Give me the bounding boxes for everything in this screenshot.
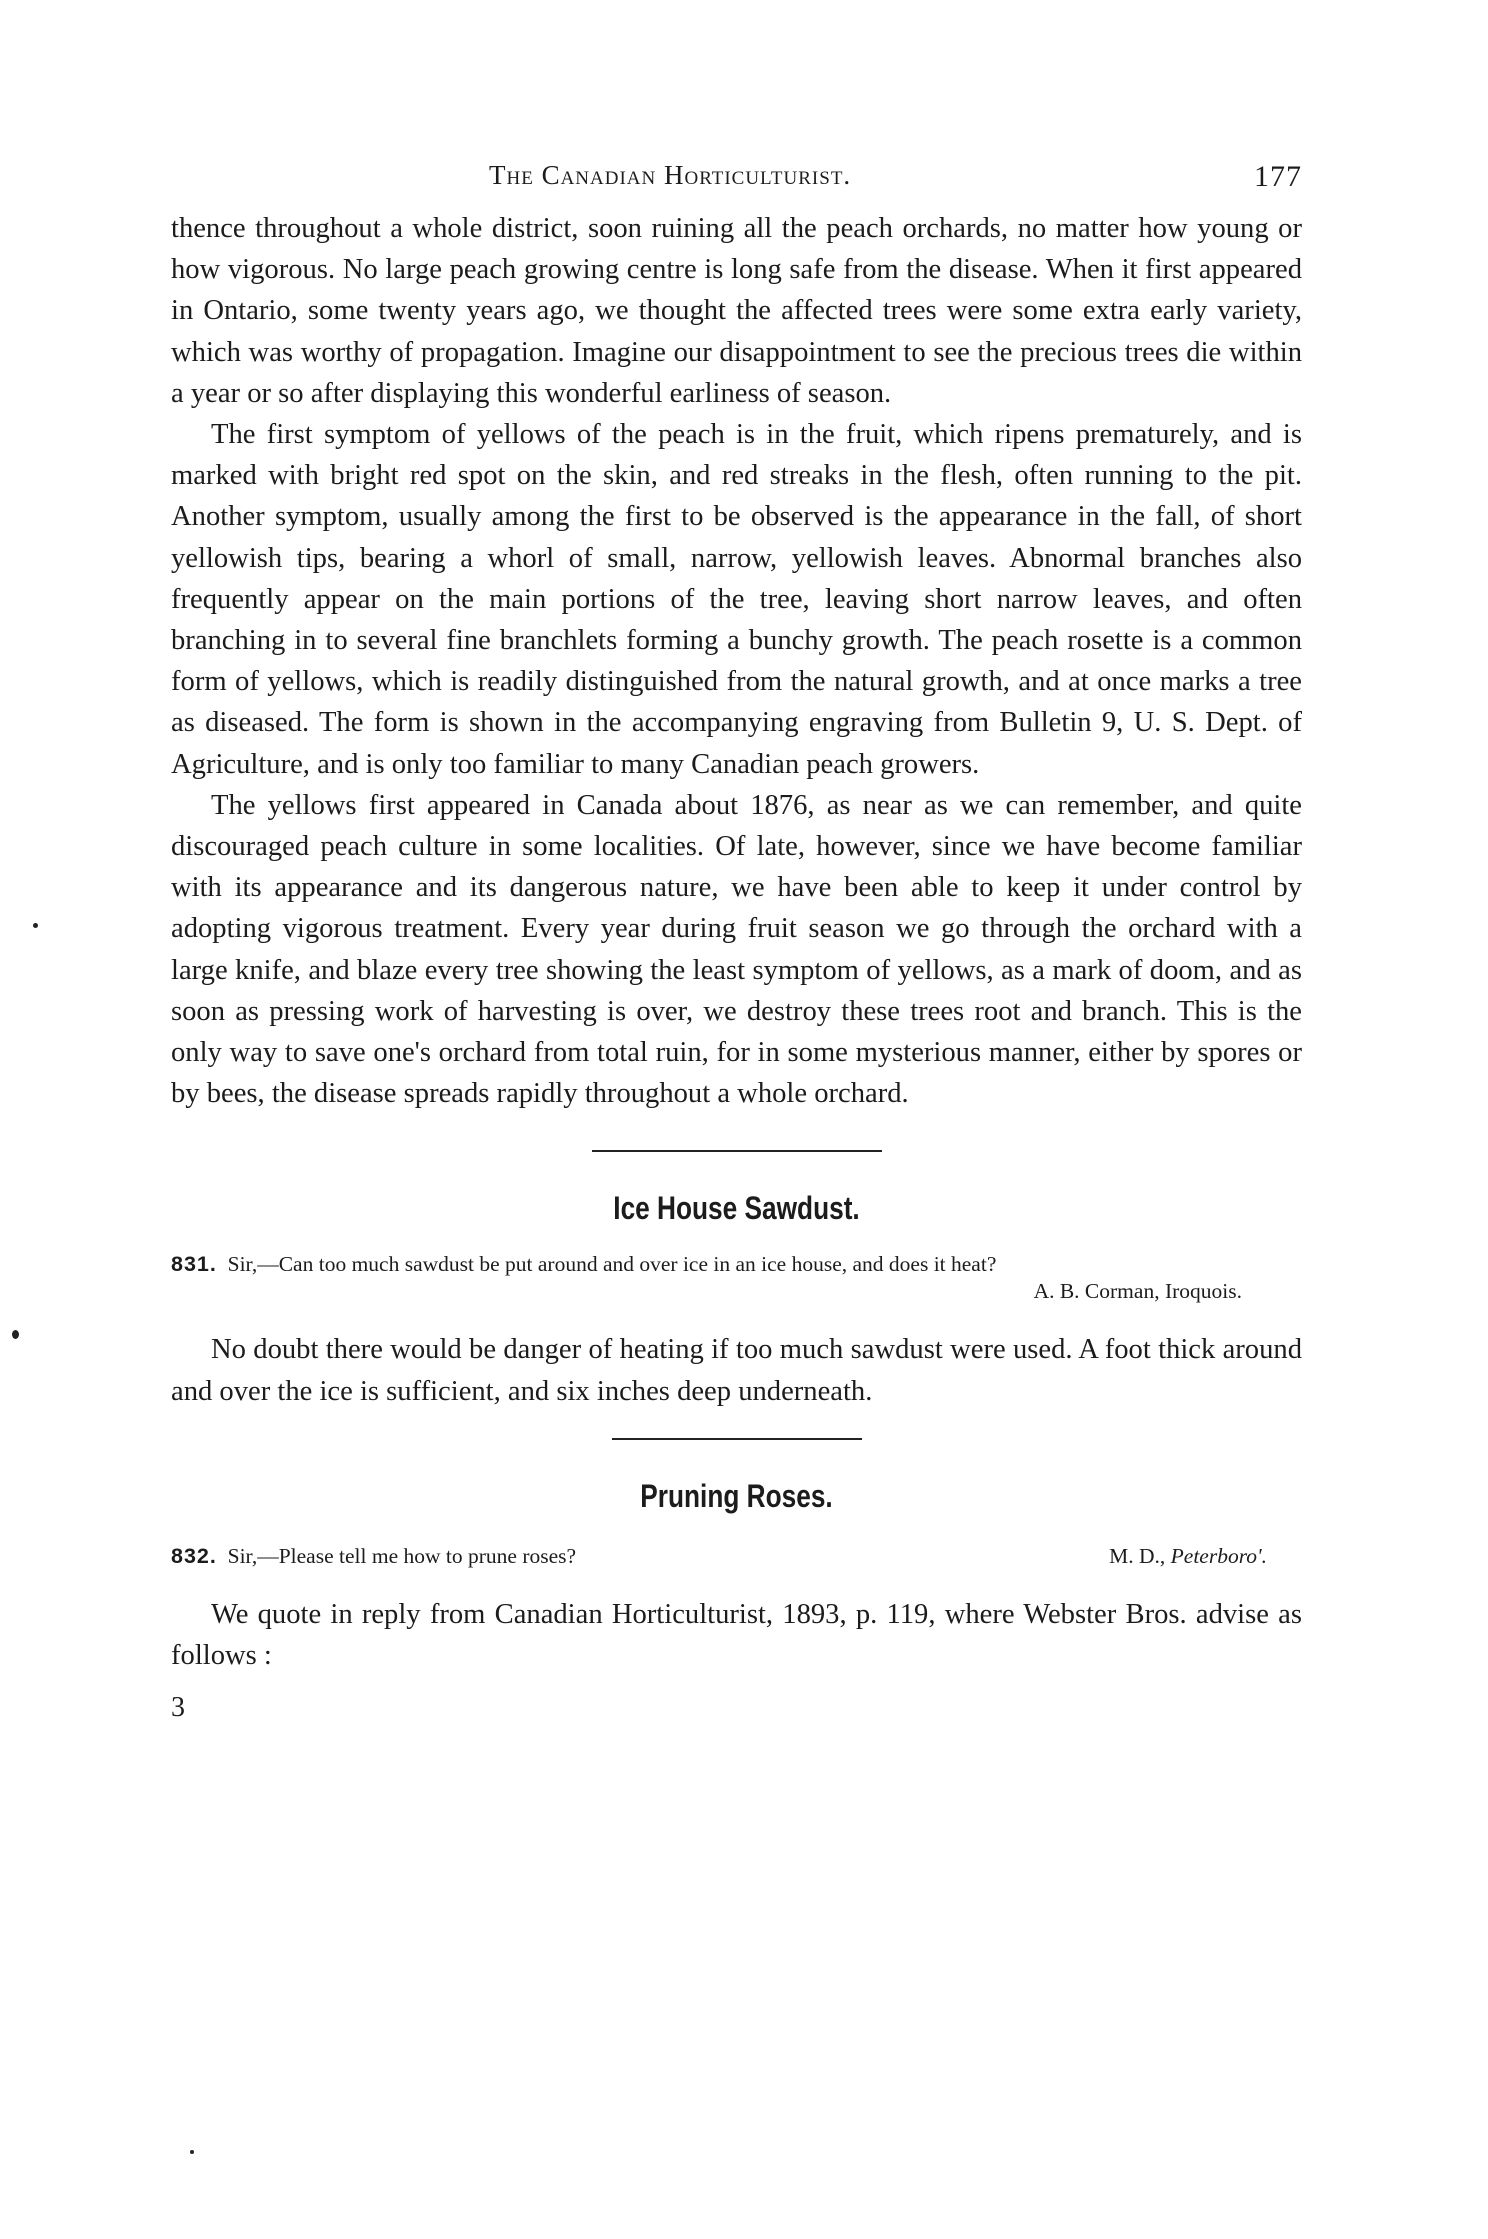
journal-title: The Canadian Horticulturist. — [489, 160, 852, 190]
query-signature-name: A. B. Corman, — [1033, 1279, 1160, 1304]
query-signature-line — [171, 1278, 1302, 1305]
section-heading-ice-house: Ice House Sawdust. — [613, 1190, 860, 1227]
margin-speck — [33, 923, 38, 928]
section-heading-pruning-roses: Pruning Roses. — [640, 1477, 833, 1514]
section-divider — [612, 1438, 862, 1440]
running-head — [171, 160, 1302, 208]
body-paragraph-1: thence throughout a whole district, soon ruining all the peach orchards, no matter how young or how vigorous. No large peach growing centre is long safe from the disease. When it first appeared in Ontario, some twenty years ago, we thought the affected trees were some extra early variety, which was worthy of propagation. Imagine our disappointment to see the precious trees die within a year or so after displaying this wonderful earliness of season. — [171, 213, 1302, 409]
margin-speck — [190, 2150, 194, 2154]
query-pruning-roses — [171, 1543, 1302, 1570]
document-page — [171, 160, 1302, 1724]
answer-pruning-roses: We quote in reply from Canadian Horticulturist, 1893, p. 119, where Webster Bros. advise as follows : — [171, 1598, 1302, 1672]
page-number: 177 — [1254, 160, 1302, 193]
query-signature-name: M. D., — [1109, 1543, 1166, 1568]
signature-mark: 3 — [171, 1692, 185, 1724]
query-signature-place: Iroquois. — [1164, 1279, 1242, 1304]
query-ice-house — [171, 1251, 1302, 1305]
body-paragraph-3: The yellows first appeared in Canada about 1876, as near as we can remember, and quite discouraged peach culture in some localities. Of late, however, since we have become familiar with its appearance and its dangerous nature, we have been able to keep it under control by adopting vigorous treatment. Every year during fruit season we go through the orchard with a large knife, and blaze every tree showing the least symptom of yellows, as a mark of doom, and as soon as pressing work of harvesting is over, we destroy these trees root and branch. This is the only way to save one's orchard from total ruin, for in some mysterious manner, either by spores or by bees, the disease spreads rapidly throughout a whole orchard. — [171, 789, 1302, 1110]
query-signature-place: Peterboro'. — [1170, 1543, 1267, 1568]
section-divider — [592, 1150, 882, 1152]
query-question: Sir,—Can too much sawdust be put around and over ice in an ice house, and does it heat? — [227, 1252, 997, 1277]
margin-speck — [12, 1330, 19, 1339]
body-paragraph-2: The first symptom of yellows of the peach is in the fruit, which ripens prematurely, and is marked with bright red spot on the skin, and red streaks in the flesh, often running to the pit. Another symptom, usually among the first to be observed is the appearance in the fall, of short yellowish tips, bearing a whorl of small, narrow, yellowish leaves. Abnormal branches also frequently appear on the main portions of the tree, leaving short narrow leaves, and often branching in to several fine branchlets forming a bunchy growth. The peach rosette is a common form of yellows, which is readily distinguished from the natural growth, and at once marks a tree as diseased. The form is shown in the accompanying engraving from Bulletin 9, U. S. Dept. of Agriculture, and is only too familiar to many Canadian peach growers. — [171, 419, 1302, 780]
query-number: 832. — [171, 1543, 217, 1568]
query-number: 831. — [171, 1252, 217, 1277]
answer-ice-house: No doubt there would be danger of heating if too much sawdust were used. A foot thick around and over the ice is sufficient, and six inches deep underneath. — [171, 1334, 1302, 1407]
query-question: Sir,—Please tell me how to prune roses? — [227, 1543, 577, 1568]
query-text — [171, 1251, 1302, 1278]
